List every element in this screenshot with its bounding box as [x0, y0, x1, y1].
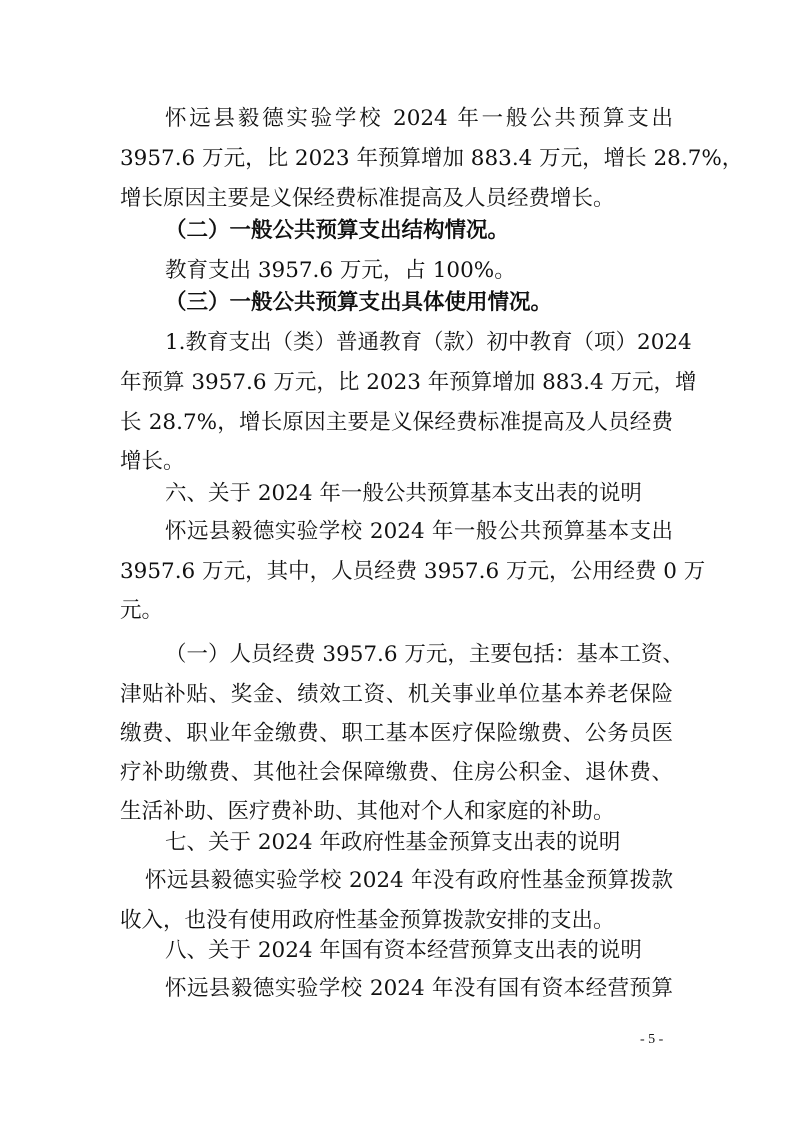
paragraph-line: 元。 [120, 598, 164, 623]
section-title: 八、关于 2024 年国有资本经营预算支出表的说明 [165, 938, 642, 963]
paragraph-line: 怀远县毅德实验学校 2024 年一般公共预算支出 [165, 106, 673, 131]
paragraph-line: 增长原因主要是义保经费标准提高及人员经费增长。 [120, 186, 615, 211]
paragraph-line: 增长。 [120, 449, 185, 474]
section-title: 七、关于 2024 年政府性基金预算支出表的说明 [165, 830, 621, 855]
section-heading: （三）一般公共预算支出具体使用情况。 [165, 290, 553, 315]
paragraph-line: （一）人员经费 3957.6 万元，主要包括：基本工资、 [165, 642, 684, 667]
paragraph-line: 怀远县毅德实验学校 2024 年没有政府性基金预算拨款 [145, 868, 673, 893]
paragraph-line: 3957.6 万元，其中，人员经费 3957.6 万元，公用经费 0 万 [120, 559, 706, 584]
paragraph-line: 怀远县毅德实验学校 2024 年一般公共预算基本支出 [165, 519, 673, 544]
paragraph-line: 教育支出 3957.6 万元，占 100%。 [165, 258, 516, 283]
section-heading: （二）一般公共预算支出结构情况。 [165, 218, 510, 243]
section-title: 六、关于 2024 年一般公共预算基本支出表的说明 [165, 481, 642, 506]
paragraph-line: 年预算 3957.6 万元，比 2023 年预算增加 883.4 万元，增 [120, 370, 697, 395]
paragraph-line: 长 28.7%，增长原因主要是义保经费标准提高及人员经费 [120, 410, 673, 435]
paragraph-line: 津贴补贴、奖金、绩效工资、机关事业单位基本养老保险 [120, 682, 673, 707]
paragraph-line: 疗补助缴费、其他社会保障缴费、住房公积金、退休费、 [120, 760, 673, 785]
page-number: - 5 - [640, 1032, 664, 1047]
paragraph-line: 怀远县毅德实验学校 2024 年没有国有资本经营预算 [165, 976, 673, 1001]
paragraph-line: 缴费、职业年金缴费、职工基本医疗保险缴费、公务员医 [120, 721, 673, 746]
item-heading-line: 1.教育支出（类）普通教育（款）初中教育（项）2024 [165, 330, 692, 355]
paragraph-line: 收入，也没有使用政府性基金预算拨款安排的支出。 [120, 908, 615, 933]
paragraph-line: 生活补助、医疗费补助、其他对个人和家庭的补助。 [120, 799, 615, 824]
paragraph-line: 3957.6 万元，比 2023 年预算增加 883.4 万元，增长 28.7%， [120, 146, 744, 171]
